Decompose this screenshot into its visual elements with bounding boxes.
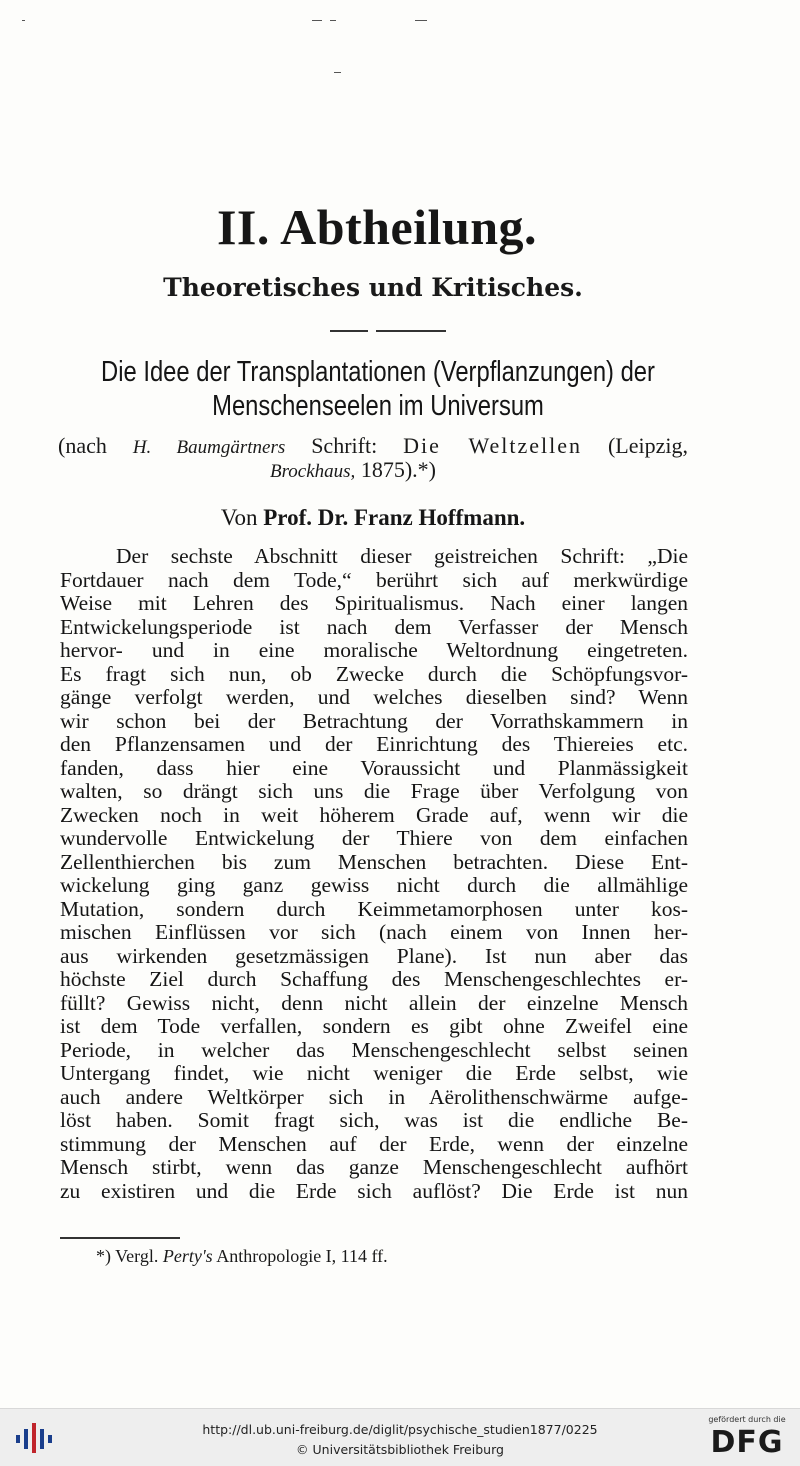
footnote-name: Perty's: [162, 1246, 213, 1266]
reference-author: H. Baumgärtners: [132, 437, 286, 458]
body-line: ist dem Tode verfallen, sondern es gibt ohne Zweifel eine: [60, 1014, 688, 1038]
footnote-text: Anthropologie I, 114 ff.: [212, 1246, 388, 1266]
body-line: den Pflanzensamen und der Einrichtung des Thiereies etc.: [60, 732, 688, 756]
reference-text: Schrift:: [285, 433, 404, 458]
body-line: wundervolle Entwickelung der Thiere von dem einfachen: [60, 826, 688, 850]
divider-rule-left: [330, 330, 368, 332]
body-line: aus wirkenden gesetzmässigen Plane). Ist nun aber das: [60, 943, 688, 968]
permalink-url[interactable]: http://dl.ub.uni-freiburg.de/diglit/psychische_studien1877/0225: [202, 1422, 598, 1437]
dfg-logo: DFG: [710, 1425, 784, 1460]
body-line: zu existiren und die Erde sich auflöst? Die Erde ist nun: [60, 1178, 688, 1203]
author-name: Prof. Dr. Franz Hoffmann.: [263, 505, 526, 530]
section-heading: II. Abtheilung.: [216, 199, 538, 255]
body-line: löst haben. Somit fragt sich, was ist die endliche Be-: [60, 1108, 688, 1132]
body-line: Zwecken noch in weit höherem Grade auf, wenn wir die: [60, 802, 688, 827]
reference-text: (Leipzig,: [582, 433, 688, 458]
body-line: gänge verfolgt werden, und welches dieselben sind? Wenn: [60, 685, 688, 709]
byline-prefix: Von: [220, 505, 264, 530]
body-line: wir schon bei der Betrachtung der Vorrathskammern in: [60, 708, 688, 733]
viewer-footer: [0, 1408, 800, 1466]
body-text: [60, 545, 688, 1203]
body-line: auch andere Weltkörper sich in Aërolithenschwärme aufge-: [60, 1084, 688, 1109]
divider-rule-right: [376, 330, 446, 332]
library-logo-icon: [14, 1421, 54, 1455]
footnote: [96, 1246, 388, 1267]
body-line: mischen Einflüssen vor sich (nach einem von Innen her-: [60, 920, 688, 944]
body-line: Untergang findet, wie nicht weniger die Erde selbst, wie: [60, 1061, 688, 1085]
body-line: hervor- und in eine moralische Weltordnung eingetreten.: [60, 638, 688, 662]
body-line: fanden, dass hier eine Voraussicht und Planmässigkeit: [60, 755, 688, 780]
article-title: [101, 355, 655, 423]
author-byline: [0, 505, 746, 531]
article-title-line: Die Idee der Transplantationen (Verpflanzungen) der: [101, 356, 655, 388]
sponsor-caption: gefördert durch die: [708, 1415, 786, 1424]
footnote-rule: [60, 1237, 180, 1239]
body-line: höchste Ziel durch Schaffung des Menschengeschlechtes er-: [60, 967, 688, 991]
body-line: stimmung der Menschen auf der Erde, wenn der einzelne: [60, 1131, 688, 1156]
reference-text: (nach: [58, 433, 133, 458]
body-line: Es fragt sich nun, ob Zwecke durch die Schöpfungsvor-: [60, 661, 688, 686]
reference-line: [58, 433, 688, 459]
body-line: Weise mit Lehren des Spiritualismus. Nach einer langen: [60, 591, 688, 615]
body-line: Zellenthierchen bis zum Menschen betrachten. Diese Ent-: [60, 849, 688, 874]
reference-book-title: Die Weltzellen: [403, 433, 582, 458]
reference-text: 1875).*): [355, 457, 436, 482]
body-line: füllt? Gewiss nicht, denn nicht allein der einzelne Mensch: [60, 990, 688, 1015]
scan-specks: [0, 18, 800, 78]
body-line: Mutation, sondern durch Keimmetamorphosen unter kos-: [60, 896, 688, 921]
section-subheading: Theoretisches und Kritisches.: [163, 273, 583, 302]
body-line: Der sechste Abschnitt dieser geistreichen Schrift: „Die: [116, 544, 688, 568]
body-line: Entwickelungsperiode ist nach dem Verfasser der Mensch: [60, 614, 688, 639]
body-line: Periode, in welcher das Menschengeschlecht selbst seinen: [60, 1037, 688, 1062]
copyright-notice: © Universitätsbibliothek Freiburg: [296, 1442, 504, 1457]
body-line: Fortdauer nach dem Tode,“ berührt sich auf merkwürdige: [60, 567, 688, 592]
article-title-line: Menschenseelen im Universum: [212, 390, 544, 422]
body-line: wickelung ging ganz gewiss nicht durch die allmählige: [60, 873, 688, 897]
body-line: Mensch stirbt, wenn das ganze Menschengeschlecht aufhört: [60, 1155, 688, 1179]
footnote-text: *) Vergl.: [96, 1246, 163, 1266]
reference-line: [270, 457, 570, 483]
reference-publisher: Brockhaus,: [270, 461, 356, 482]
body-line: walten, so drängt sich uns die Frage über Verfolgung von: [60, 779, 688, 803]
